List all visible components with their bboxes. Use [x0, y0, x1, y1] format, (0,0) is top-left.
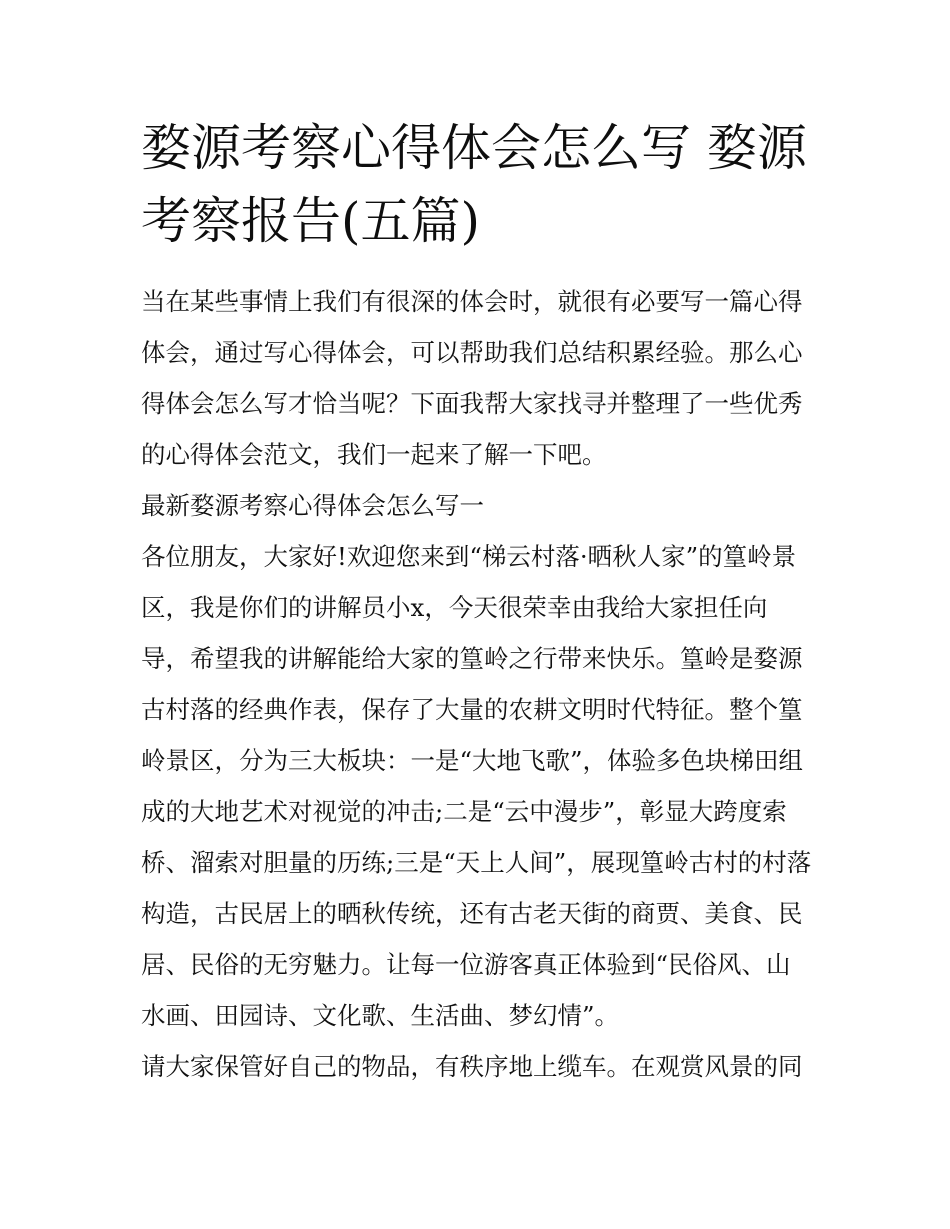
body-paragraph-2: 请大家保管好自己的物品，有秩序地上缆车。在观赏风景的同 — [141, 1052, 803, 1081]
section-heading: 最新婺源考察心得体会怎么写一 — [141, 491, 484, 520]
document-title: 婺源考察心得体会怎么写 婺源考察报告(五篇) — [141, 119, 807, 250]
document-body — [141, 276, 813, 1092]
intro-paragraph: 当在某些事情上我们有很深的体会时，就很有必要写一篇心得体会，通过写心得体会，可以帮助我们总结积累经验。那么心得体会怎么写才恰当呢？下面我帮大家找寻并整理了一些优秀的心得体会范文，我们一起来了解一下吧。 — [141, 287, 803, 469]
body-paragraph-1: 各位朋友，大家好!欢迎您来到“梯云村落·晒秋人家”的篁岭景区，我是你们的讲解员小x，今天很荣幸由我给大家担任向导，希望我的讲解能给大家的篁岭之行带来快乐。篁岭是婺源古村落的经典作表，保存了大量的农耕文明时代特征。整个篁岭景区，分为三大板块：一是“大地飞歌”，体验多色块梯田组成的大地艺术对视觉的冲击;二是“云中漫步”，彰显大跨度索桥、溜索对胆量的历练;三是“天上人间”，展现篁岭古村的村落构造，古民居上的晒秋传统，还有古老天街的商贾、美食、民居、民俗的无穷魅力。让每一位游客真正体验到“民俗风、山水画、田园诗、文化歌、生活曲、梦幻情”。 — [141, 542, 812, 1030]
document-content — [141, 112, 813, 1092]
